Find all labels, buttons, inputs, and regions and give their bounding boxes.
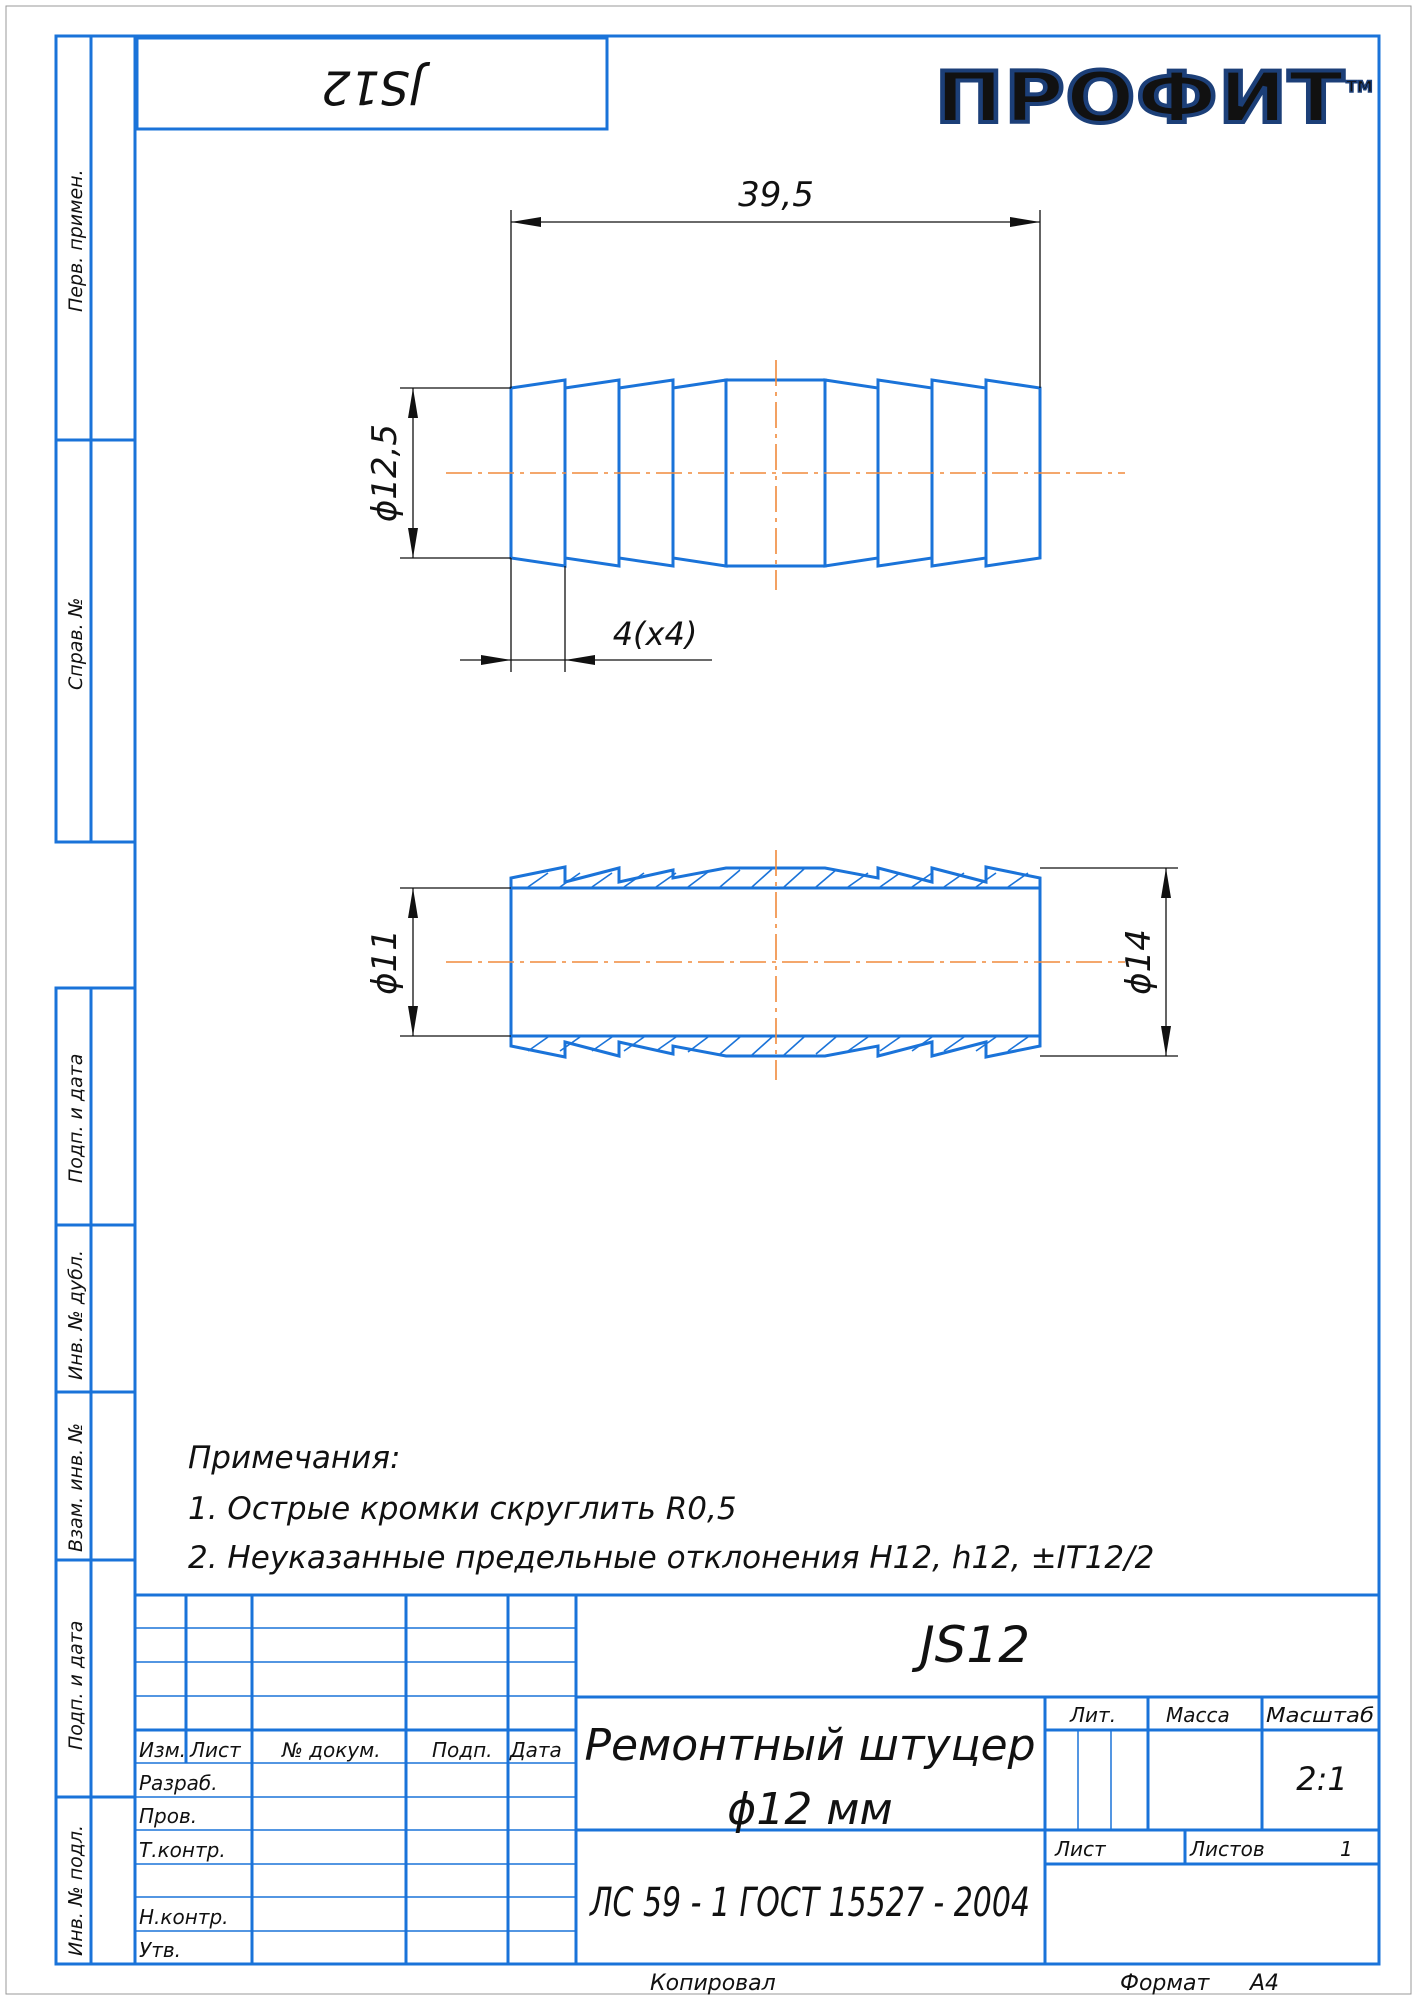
svg-text:Н.контр.: Н.контр. <box>139 1905 229 1929</box>
svg-text:Утв.: Утв. <box>139 1938 181 1962</box>
svg-text:Пров.: Пров. <box>139 1804 198 1828</box>
side-label-vzam: Взам. инв. № <box>65 1422 87 1552</box>
tb-material: ЛС 59 - 1 ГОСТ 15527 - 2004 <box>588 1880 1030 1926</box>
svg-text:Лист: Лист <box>1055 1837 1106 1861</box>
tb-scale-value: 2:1 <box>1296 1760 1348 1798</box>
top-stamp-code: JS12 <box>321 60 423 115</box>
footer <box>650 1971 1279 1996</box>
title-block-text <box>139 1616 1374 1962</box>
svg-text:Лист: Лист <box>190 1738 241 1762</box>
section-view <box>365 850 1178 1080</box>
dim-pitch: 4(x4) <box>612 615 698 653</box>
svg-text:Листов: Листов <box>1190 1837 1265 1861</box>
svg-text:Дата: Дата <box>510 1738 562 1762</box>
side-label-sprav: Справ. № <box>65 597 87 690</box>
svg-text:TM: TM <box>1346 77 1373 96</box>
dim-inner-diam: ϕ11 <box>365 929 405 995</box>
tb-name-line2: ϕ12 мм <box>727 1784 893 1835</box>
svg-text:ПРОФИТ: ПРОФИТ <box>935 57 1345 139</box>
footer-format-value: A4 <box>1250 1971 1280 1996</box>
notes <box>188 1440 1154 1576</box>
svg-text:Т.контр.: Т.контр. <box>139 1838 226 1862</box>
tb-name-line1: Ремонтный штуцер <box>584 1720 1036 1771</box>
main-frame <box>135 36 1379 1964</box>
footer-copied: Копировал <box>650 1971 776 1996</box>
svg-text:Разраб.: Разраб. <box>139 1771 218 1795</box>
notes-heading: Примечания: <box>188 1440 401 1476</box>
side-label-perv: Перв. примен. <box>65 169 87 312</box>
svg-text:№ докум.: № докум. <box>282 1738 381 1762</box>
tb-designation: JS12 <box>919 1616 1031 1674</box>
external-view <box>365 175 1125 672</box>
side-labels <box>65 169 87 1956</box>
svg-text:Масштаб: Масштаб <box>1266 1703 1374 1727</box>
side-label-podp1: Подп. и дата <box>65 1053 87 1183</box>
profit-logo <box>935 57 1373 139</box>
svg-text:Лит.: Лит. <box>1070 1703 1117 1727</box>
dim-length: 39,5 <box>738 175 814 215</box>
dim-max-diam: ϕ14 <box>1119 929 1159 995</box>
footer-format-label: Формат <box>1120 1971 1210 1996</box>
notes-line2: 2. Неуказанные предельные отклонения H12, h12, ±IT12/2 <box>188 1540 1155 1576</box>
dim-outer-diam: ϕ12,5 <box>365 423 405 523</box>
notes-line1: 1. Острые кромки скруглить R0,5 <box>188 1491 737 1527</box>
side-label-inv-dubl: Инв. № дубл. <box>65 1250 87 1380</box>
svg-text:Изм.: Изм. <box>139 1738 187 1762</box>
svg-text:Подп.: Подп. <box>432 1738 493 1762</box>
side-label-podp2: Подп. и дата <box>65 1620 87 1750</box>
svg-text:Масса: Масса <box>1166 1703 1230 1727</box>
svg-text:1: 1 <box>1340 1837 1353 1861</box>
side-label-inv-podl: Инв. № подл. <box>65 1824 87 1956</box>
